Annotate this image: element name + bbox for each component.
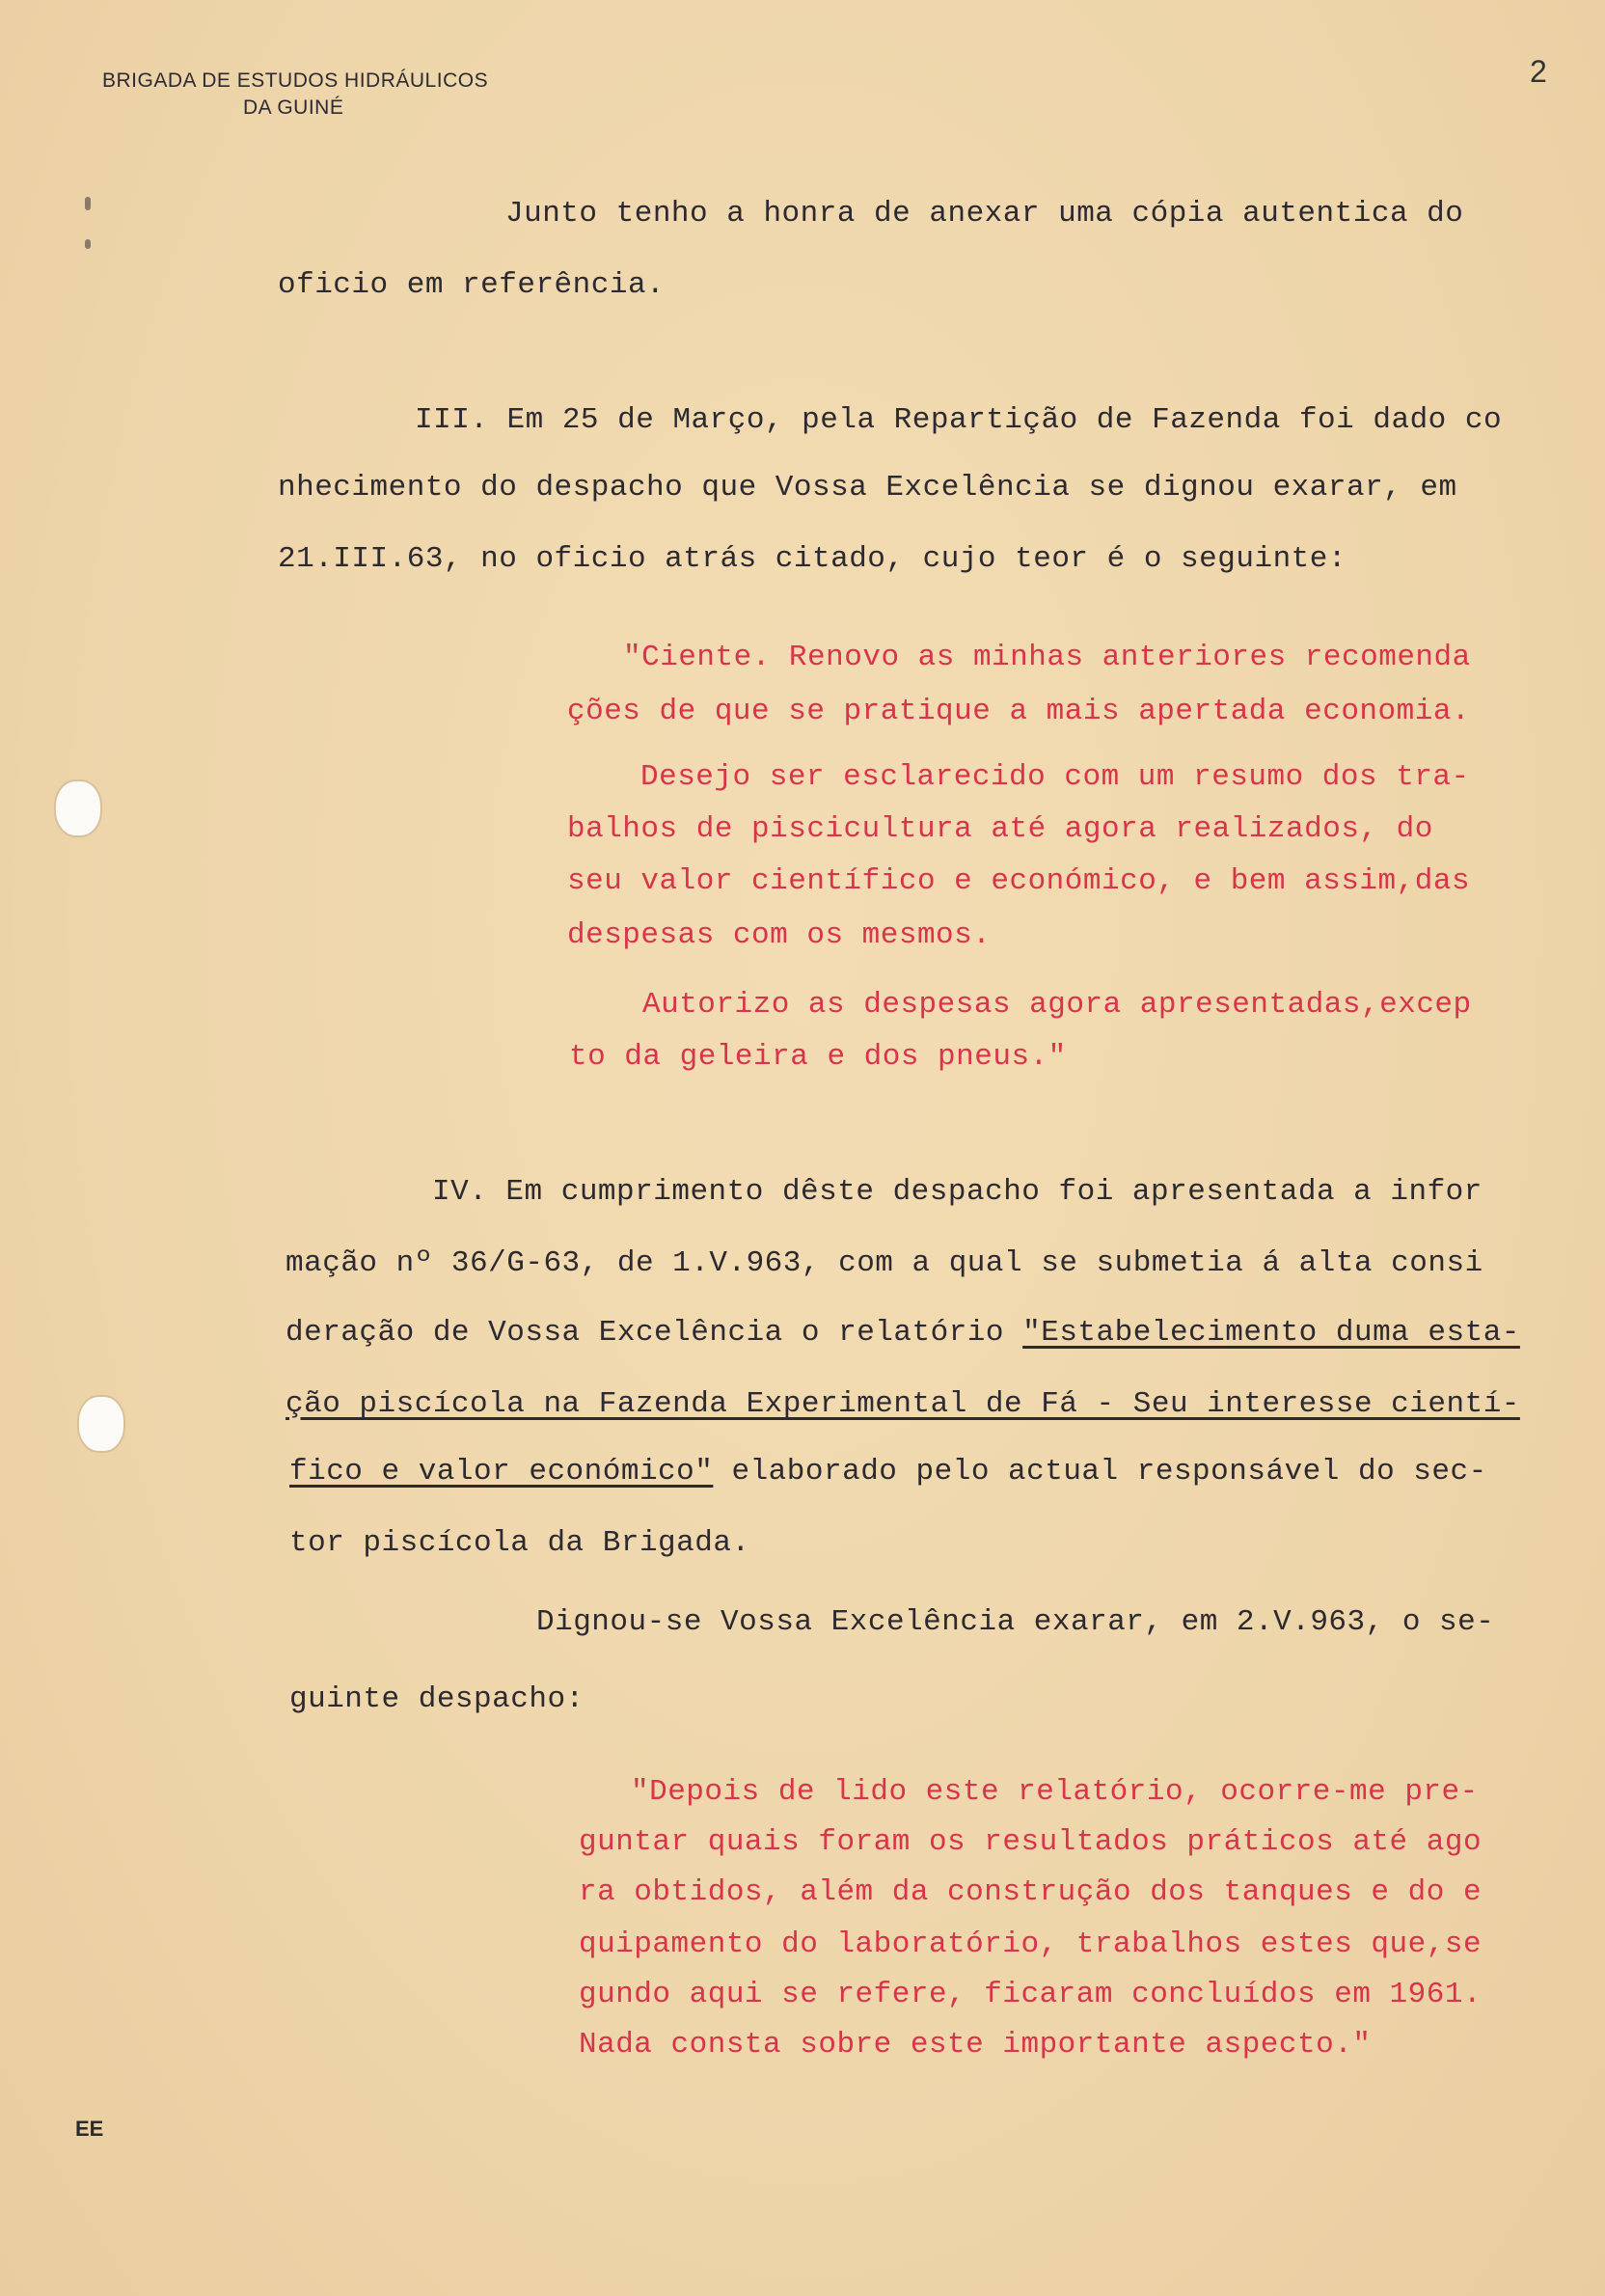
quote-line: "Ciente. Renovo as minhas anteriores recomenda (623, 641, 1471, 674)
quote-line: Nada consta sobre este importante aspecto." (579, 2028, 1372, 2062)
report-title: "Estabelecimento duma esta- (1022, 1316, 1520, 1350)
footer-stamp: EE (75, 2117, 104, 2141)
page-number: 2 (1530, 54, 1547, 89)
body-line (286, 1316, 1520, 1350)
margin-mark (85, 197, 91, 210)
quote-line: ra obtidos, além da construção dos tanques e do e (579, 1875, 1483, 1909)
quote-line: quipamento do laboratório, trabalhos estes que,se (579, 1927, 1483, 1961)
body-line: mação nº 36/G-63, de 1.V.963, com a qual se submetia á alta consi (286, 1246, 1483, 1280)
letterhead-line-2: DA GUINÉ (243, 96, 344, 119)
quote-line: to da geleira e dos pneus." (569, 1040, 1067, 1074)
body-line: Junto tenho a honra de anexar uma cópia autentica do (505, 197, 1464, 231)
body-line: III. Em 25 de Março, pela Repartição de Fazenda foi dado co (415, 403, 1503, 437)
letterhead-line-1: BRIGADA DE ESTUDOS HIDRÁULICOS (102, 69, 489, 92)
quote-line: "Depois de lido este relatório, ocorre-me pre- (631, 1775, 1479, 1809)
body-line: 21.III.63, no oficio atrás citado, cujo teor é o seguinte: (278, 542, 1347, 576)
quote-line: Autorizo as despesas agora apresentadas,excep (642, 988, 1472, 1022)
body-line: guinte despacho: (289, 1682, 585, 1716)
quote-line: balhos de piscicultura até agora realizados, do (567, 812, 1433, 846)
margin-mark (85, 239, 91, 249)
quote-line: despesas com os mesmos. (567, 918, 992, 952)
body-text: deração de Vossa Excelência o relatório (286, 1316, 1023, 1350)
letterhead (102, 68, 488, 122)
body-line: oficio em referência. (278, 268, 666, 302)
body-line: IV. Em cumprimento dêste despacho foi apresentada a infor (432, 1175, 1483, 1209)
report-title-line: ção piscícola na Fazenda Experimental de Fá - Seu interesse cientí- (286, 1387, 1520, 1421)
quote-line: guntar quais foram os resultados práticos até ago (579, 1825, 1483, 1859)
punch-hole (77, 1395, 125, 1453)
body-line: tor piscícola da Brigada. (289, 1526, 750, 1560)
punch-hole (54, 779, 102, 837)
quote-line: gundo aqui se refere, ficaram concluídos em 1961. (579, 1978, 1483, 2011)
body-line: Dignou-se Vossa Excelência exarar, em 2.V.963, o se- (536, 1605, 1495, 1639)
quote-line: seu valor científico e económico, e bem assim,das (567, 864, 1471, 898)
body-line (289, 1455, 1487, 1489)
report-title-end: fico e valor económico" (289, 1455, 714, 1489)
body-line: nhecimento do despacho que Vossa Excelência se dignou exarar, em (278, 471, 1457, 505)
quote-line: ções de que se pratique a mais apertada economia. (567, 695, 1471, 728)
body-text: elaborado pelo actual responsável do sec- (713, 1455, 1487, 1489)
quote-line: Desejo ser esclarecido com um resumo dos tra- (640, 760, 1470, 794)
